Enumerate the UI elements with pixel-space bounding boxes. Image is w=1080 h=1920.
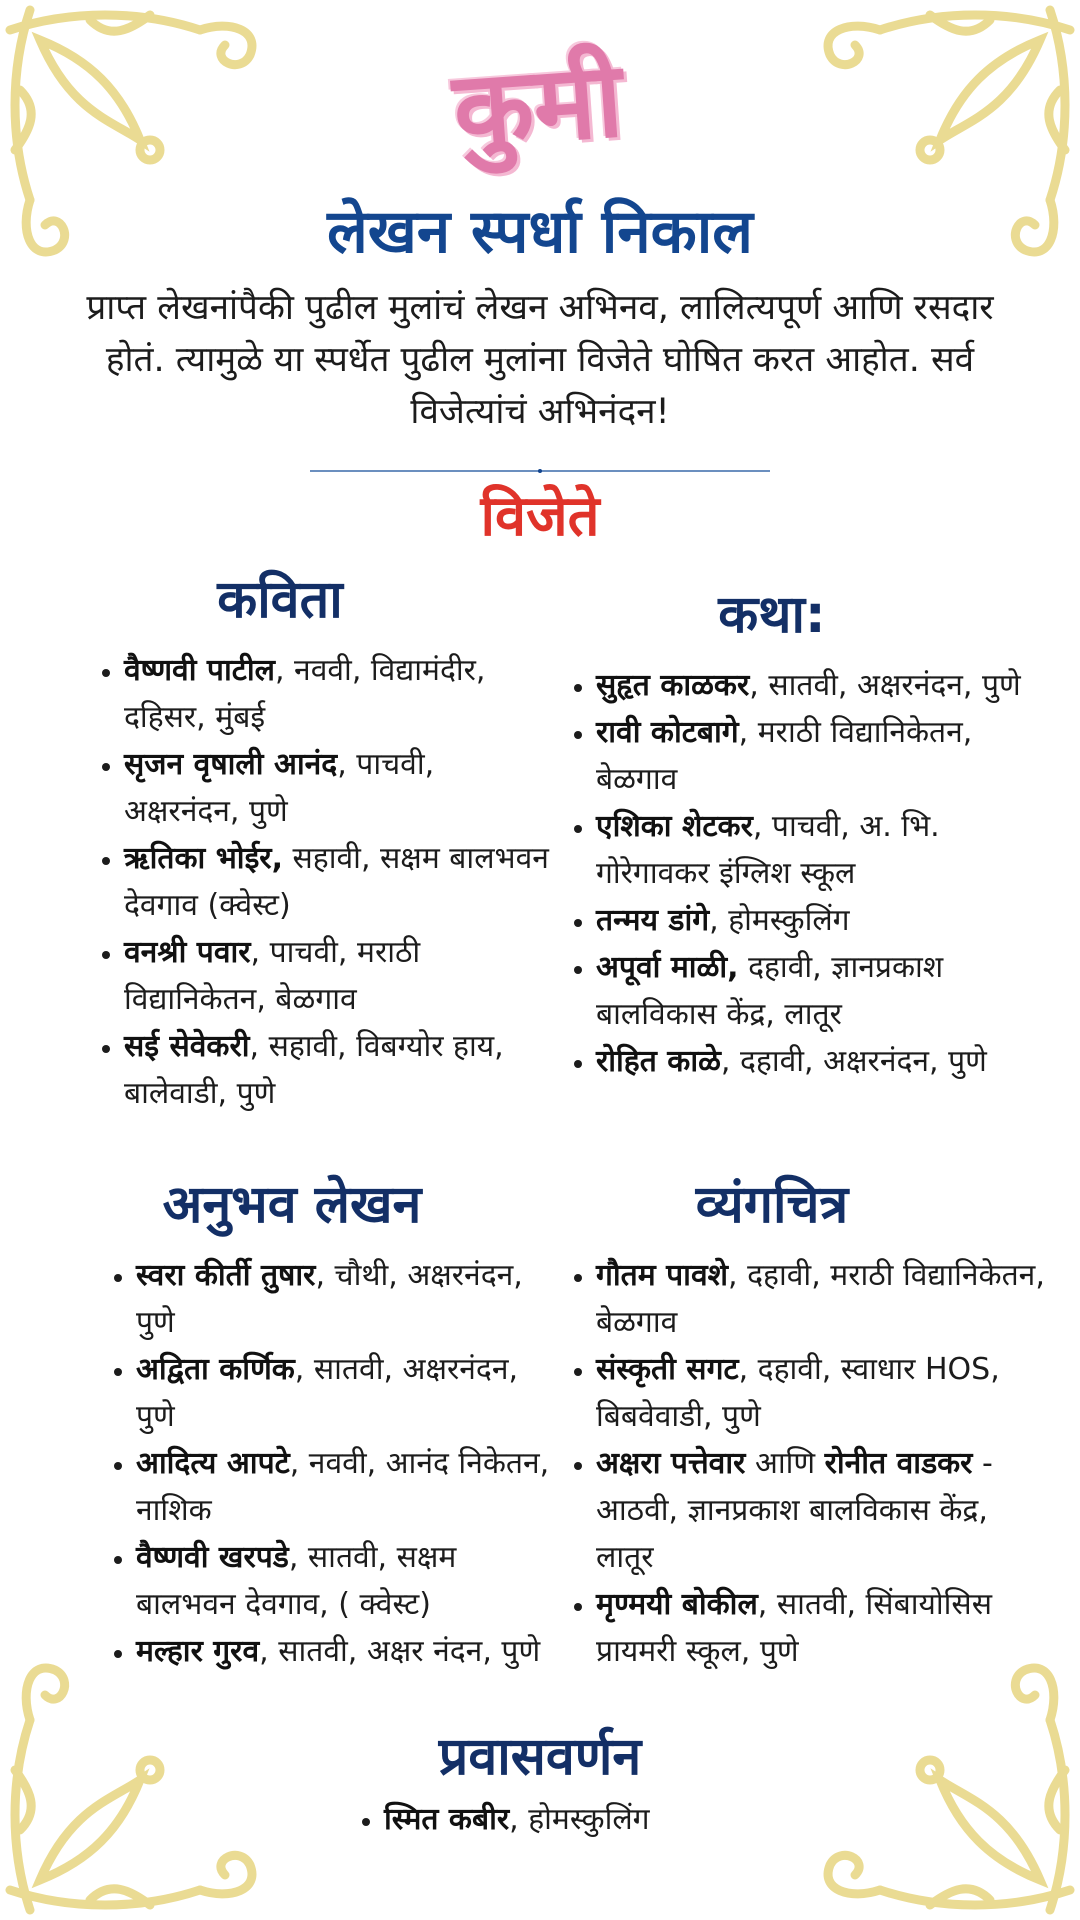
winner-name: वनश्री पवार (124, 935, 251, 970)
winner-name: गौतम पावशे (596, 1258, 729, 1293)
floral-corner-ornament-icon (750, 0, 1080, 330)
section-title: प्रवासवर्णन (438, 1727, 642, 1787)
ornamental-divider-icon (310, 458, 770, 462)
winner-name: रोनीत वाडकर (824, 1446, 973, 1481)
winner-details: - आठवी, ज्ञानप्रकाश बालविकास केंद्र, लातूर (596, 1446, 993, 1575)
winner-item (124, 741, 550, 835)
winner-details: , होमस्कुलिंग (709, 903, 850, 938)
winner-details: , दहावी, मराठी विद्यानिकेतन, बेळगाव (596, 1258, 1045, 1340)
winner-item (124, 647, 550, 741)
winner-details: , मराठी विद्यानिकेतन, बेळगाव (596, 715, 973, 797)
winner-item (136, 1440, 552, 1534)
winner-name: अद्विता कर्णिक (136, 1352, 295, 1387)
section-vyangachitra (552, 1170, 1052, 1675)
winners-heading: विजेते (480, 484, 600, 549)
section-pravasvarnan (340, 1722, 740, 1843)
winner-name: ऋतिका भोईर, (124, 841, 283, 876)
section-title: व्यंगचित्र (695, 1175, 849, 1235)
winner-item (124, 1023, 550, 1117)
winner-item (136, 1534, 552, 1628)
winner-item (596, 1346, 1052, 1440)
winner-details: , दहावी, स्वाधार HOS, बिबवेवाडी, पुणे (596, 1352, 1000, 1434)
winner-name: रावी कोटबागे (596, 715, 739, 750)
winner-details: , सातवी, सिंबायोसिस प्रायमरी स्कूल, पुणे (596, 1587, 992, 1669)
winner-name: स्वरा कीर्ती तुषार (136, 1258, 316, 1293)
section-title: कविता (217, 570, 343, 630)
winner-details: , सातवी, सक्षम बालभवन देवगाव, ( क्वेस्ट) (136, 1540, 457, 1622)
winner-details: आणि (745, 1446, 825, 1481)
winner-item (124, 929, 550, 1023)
winner-details: , पाचवी, मराठी विद्यानिकेतन, बेळगाव (124, 935, 421, 1017)
winner-name: सृजन वृषाली आनंद (124, 747, 338, 782)
winner-item (596, 662, 1052, 709)
section-kavita (80, 565, 550, 1117)
winner-list (340, 1796, 740, 1843)
winner-item (136, 1346, 552, 1440)
winner-item (136, 1628, 552, 1675)
brand-logo (418, 30, 658, 180)
winner-details: , सहावी, विबग्योर हाय, बालेवाडी, पुणे (124, 1029, 504, 1111)
winner-name: अपूर्वा माळी, (596, 950, 739, 985)
winner-name: अक्षरा पत्तेवार (596, 1446, 746, 1481)
winner-list (552, 1252, 1052, 1675)
winner-details: , पाचवी, अक्षरनंदन, पुणे (124, 747, 435, 829)
winner-list (552, 662, 1052, 1085)
winner-details: , पाचवी, अ. भि. गोरेगावकर इंग्लिश स्कूल (596, 809, 940, 891)
winner-item (596, 1038, 1052, 1085)
winner-details: , चौथी, अक्षरनंदन, पुणे (136, 1258, 523, 1340)
winner-item (596, 1581, 1052, 1675)
winner-name: आदित्य आपटे (136, 1446, 290, 1481)
winner-details: , सातवी, अक्षर नंदन, पुणे (259, 1634, 541, 1669)
winner-details: , होमस्कुलिंग (509, 1802, 650, 1837)
winner-name: सई सेवेकरी (124, 1029, 250, 1064)
floral-corner-ornament-icon (0, 0, 330, 330)
intro-text: प्राप्त लेखनांपैकी पुढील मुलांचं लेखन अभिनव, लालित्यपूर्ण आणि रसदार होतं. त्यामुळे या स्पर्धेत पुढील मुलांना विजेते घोषित करत आहोत. सर्व विजेत्यांचं अभिनंदन! (86, 288, 994, 432)
winner-item (596, 803, 1052, 897)
winner-item (596, 897, 1052, 944)
winner-item (596, 1440, 1052, 1581)
winner-name: संस्कृती सगट (596, 1352, 739, 1387)
winner-name: मल्हार गुरव (136, 1634, 260, 1669)
winner-details: , सातवी, अक्षरनंदन, पुणे (136, 1352, 519, 1434)
section-katha (552, 580, 1052, 1085)
winner-item (124, 835, 550, 929)
winner-details: सहावी, सक्षम बालभवन देवगाव (क्वेस्ट) (124, 841, 549, 923)
winner-item (596, 709, 1052, 803)
winner-name: एशिका शेटकर (596, 809, 753, 844)
winner-name: वैष्णवी पाटील (124, 653, 275, 688)
logo-text: कुमी (449, 38, 627, 172)
section-title: अनुभव लेखन (162, 1175, 422, 1235)
section-anubhav-lekhan (92, 1170, 552, 1675)
winner-name: मृण्मयी बोकील (596, 1587, 758, 1622)
winner-list (80, 647, 550, 1117)
section-title: कथा: (718, 585, 826, 645)
winner-details: , दहावी, अक्षरनंदन, पुणे (720, 1044, 987, 1079)
page-title: लेखन स्पर्धा निकाल (327, 197, 753, 267)
winner-details: , नववी, विद्यामंदीर, दहिसर, मुंबई (124, 653, 486, 735)
winner-item (384, 1796, 740, 1843)
winner-details: , नववी, आनंद निकेतन, नाशिक (136, 1446, 550, 1528)
winner-item (136, 1252, 552, 1346)
winner-details: , सातवी, अक्षरनंदन, पुणे (749, 668, 1021, 703)
winner-name: सुहृत काळकर (596, 668, 750, 703)
winner-item (596, 944, 1052, 1038)
winner-name: स्मित कबीर (384, 1802, 510, 1837)
winner-name: रोहित काळे (596, 1044, 721, 1079)
winner-name: तन्मय डांगे (596, 903, 710, 938)
winner-name: वैष्णवी खरपडे (136, 1540, 289, 1575)
winner-item (596, 1252, 1052, 1346)
winner-list (92, 1252, 552, 1675)
winner-details: दहावी, ज्ञानप्रकाश बालविकास केंद्र, लातूर (596, 950, 944, 1032)
